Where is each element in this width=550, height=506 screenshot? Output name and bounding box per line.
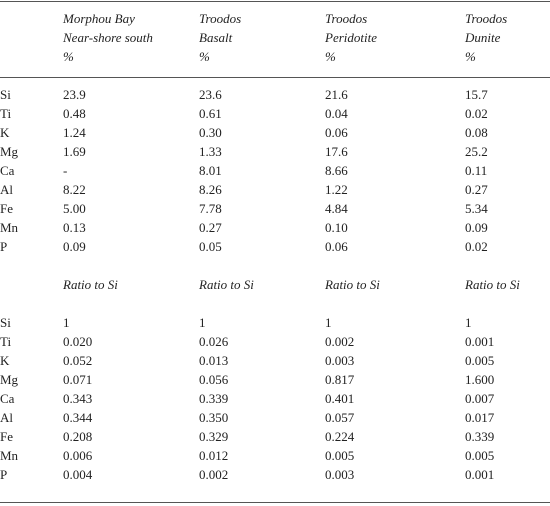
- percent-value: 1.69: [63, 144, 86, 159]
- table-row: [0, 332, 550, 351]
- ratio-value: 0.005: [465, 353, 495, 368]
- ratio-header: Ratio to Si: [465, 277, 520, 292]
- element-label: K: [0, 353, 10, 368]
- table-row: [0, 313, 550, 332]
- table-row: [0, 446, 550, 465]
- percent-value: 0.48: [63, 106, 86, 121]
- ratio-value: 0.002: [325, 334, 355, 349]
- ratio-value: 0.344: [63, 410, 93, 425]
- percent-value: 8.01: [199, 163, 222, 178]
- ratio-value: 0.001: [465, 334, 495, 349]
- ratio-value: 0.005: [465, 448, 495, 463]
- element-label: Fe: [0, 201, 13, 216]
- ratio-value: 0.343: [63, 391, 93, 406]
- element-label: Mn: [0, 448, 19, 463]
- column-header-line2: Basalt: [199, 30, 233, 45]
- percent-value: 0.09: [63, 239, 86, 254]
- table-row: [0, 370, 550, 389]
- ratio-value: 1: [325, 315, 332, 330]
- percent-value: 8.66: [325, 163, 348, 178]
- ratio-value: 0.057: [325, 410, 355, 425]
- column-header-line1: Troodos: [199, 11, 242, 26]
- element-label: K: [0, 125, 10, 140]
- element-label: Ti: [0, 334, 12, 349]
- column-header-line1: Troodos: [465, 11, 508, 26]
- element-label: P: [0, 239, 8, 254]
- percent-value: 0.11: [465, 163, 488, 178]
- ratio-value: 0.004: [63, 467, 93, 482]
- ratio-value: 0.329: [199, 429, 229, 444]
- column-header-unit: %: [465, 49, 476, 64]
- ratio-value: 1: [63, 315, 70, 330]
- percent-value: 15.7: [465, 87, 488, 102]
- element-label: Al: [0, 410, 13, 425]
- percent-value: 0.27: [465, 182, 488, 197]
- ratio-value: 0.017: [465, 410, 495, 425]
- column-header-line2: Near-shore south: [63, 30, 153, 45]
- ratio-value: 0.007: [465, 391, 495, 406]
- percent-value: 23.6: [199, 87, 222, 102]
- ratio-value: 1: [199, 315, 206, 330]
- element-label: Ca: [0, 391, 15, 406]
- table-row: [0, 408, 550, 427]
- column-header-line2: Dunite: [465, 30, 501, 45]
- column-header-unit: %: [325, 49, 336, 64]
- percent-value: 7.78: [199, 201, 222, 216]
- table-row: [0, 161, 550, 180]
- ratio-value: 0.052: [63, 353, 93, 368]
- ratio-header-row: [0, 275, 550, 294]
- percent-value: 0.04: [325, 106, 348, 121]
- percent-value: 8.22: [63, 182, 86, 197]
- element-label: Mg: [0, 372, 19, 387]
- ratio-header: Ratio to Si: [199, 277, 254, 292]
- percent-value: 23.9: [63, 87, 86, 102]
- percent-value: 0.10: [325, 220, 348, 235]
- ratio-header: Ratio to Si: [325, 277, 380, 292]
- percent-value: 8.26: [199, 182, 222, 197]
- percent-value: 0.30: [199, 125, 222, 140]
- percent-value: 0.08: [465, 125, 488, 140]
- percent-value: 5.34: [465, 201, 488, 216]
- ratio-value: 0.339: [199, 391, 229, 406]
- ratio-value: 0.002: [199, 467, 229, 482]
- ratio-value: 0.006: [63, 448, 93, 463]
- column-header-line1: Troodos: [325, 11, 368, 26]
- ratio-value: 1.600: [465, 372, 495, 387]
- table-row: [0, 218, 550, 237]
- percent-value: 5.00: [63, 201, 86, 216]
- column-header-dunite: [465, 9, 507, 66]
- ratio-value: 0.339: [465, 429, 495, 444]
- percent-value: 0.06: [325, 125, 348, 140]
- column-header-basalt: [199, 9, 241, 66]
- percent-value: 0.13: [63, 220, 86, 235]
- ratio-value: 0.005: [325, 448, 355, 463]
- ratio-value: 0.224: [325, 429, 355, 444]
- element-label: Ca: [0, 163, 15, 178]
- column-header-unit: %: [63, 49, 74, 64]
- percent-value: 0.02: [465, 239, 488, 254]
- element-label: Fe: [0, 429, 13, 444]
- ratio-value: 0.401: [325, 391, 355, 406]
- column-header-line1: Morphou Bay: [63, 11, 135, 26]
- percent-value: 21.6: [325, 87, 348, 102]
- table-row: [0, 104, 550, 123]
- ratio-value: 0.012: [199, 448, 229, 463]
- ratio-value: 1: [465, 315, 472, 330]
- header-rule: [0, 77, 550, 78]
- table-bottom-rule: [0, 502, 550, 503]
- table-row: [0, 180, 550, 199]
- percent-value: 25.2: [465, 144, 488, 159]
- table-top-rule: [0, 1, 550, 2]
- column-header-morphou: [63, 9, 153, 66]
- percent-value: 0.27: [199, 220, 222, 235]
- percent-value: 0.02: [465, 106, 488, 121]
- percent-value: 17.6: [325, 144, 348, 159]
- percent-value: 4.84: [325, 201, 348, 216]
- element-label: P: [0, 467, 8, 482]
- column-header-line2: Peridotite: [325, 30, 377, 45]
- ratio-value: 0.817: [325, 372, 355, 387]
- percent-value: 1.33: [199, 144, 222, 159]
- table-row: [0, 465, 550, 484]
- ratio-value: 0.003: [325, 353, 355, 368]
- table-row: [0, 389, 550, 408]
- element-label: Si: [0, 87, 11, 102]
- percent-value: 1.22: [325, 182, 348, 197]
- ratio-value: 0.001: [465, 467, 495, 482]
- table-row: [0, 427, 550, 446]
- ratio-value: 0.026: [199, 334, 229, 349]
- ratio-header: Ratio to Si: [63, 277, 118, 292]
- table-row: [0, 85, 550, 104]
- element-label: Mg: [0, 144, 19, 159]
- table-row: [0, 351, 550, 370]
- ratio-value: 0.071: [63, 372, 93, 387]
- column-header-peridotite: [325, 9, 377, 66]
- table-row: [0, 199, 550, 218]
- column-header-unit: %: [199, 49, 210, 64]
- ratio-value: 0.350: [199, 410, 229, 425]
- element-label: Mn: [0, 220, 19, 235]
- percent-value: 0.09: [465, 220, 488, 235]
- ratio-value: 0.020: [63, 334, 93, 349]
- percent-value: 1.24: [63, 125, 86, 140]
- percent-value: 0.05: [199, 239, 222, 254]
- ratio-value: 0.013: [199, 353, 229, 368]
- element-label: Ti: [0, 106, 12, 121]
- percent-value: -: [63, 163, 68, 178]
- ratio-value: 0.056: [199, 372, 229, 387]
- element-label: Al: [0, 182, 13, 197]
- table-row: [0, 142, 550, 161]
- percent-value: 0.61: [199, 106, 222, 121]
- ratio-value: 0.208: [63, 429, 93, 444]
- table-row: [0, 237, 550, 256]
- element-label: Si: [0, 315, 11, 330]
- ratio-value: 0.003: [325, 467, 355, 482]
- percent-value: 0.06: [325, 239, 348, 254]
- table-row: [0, 123, 550, 142]
